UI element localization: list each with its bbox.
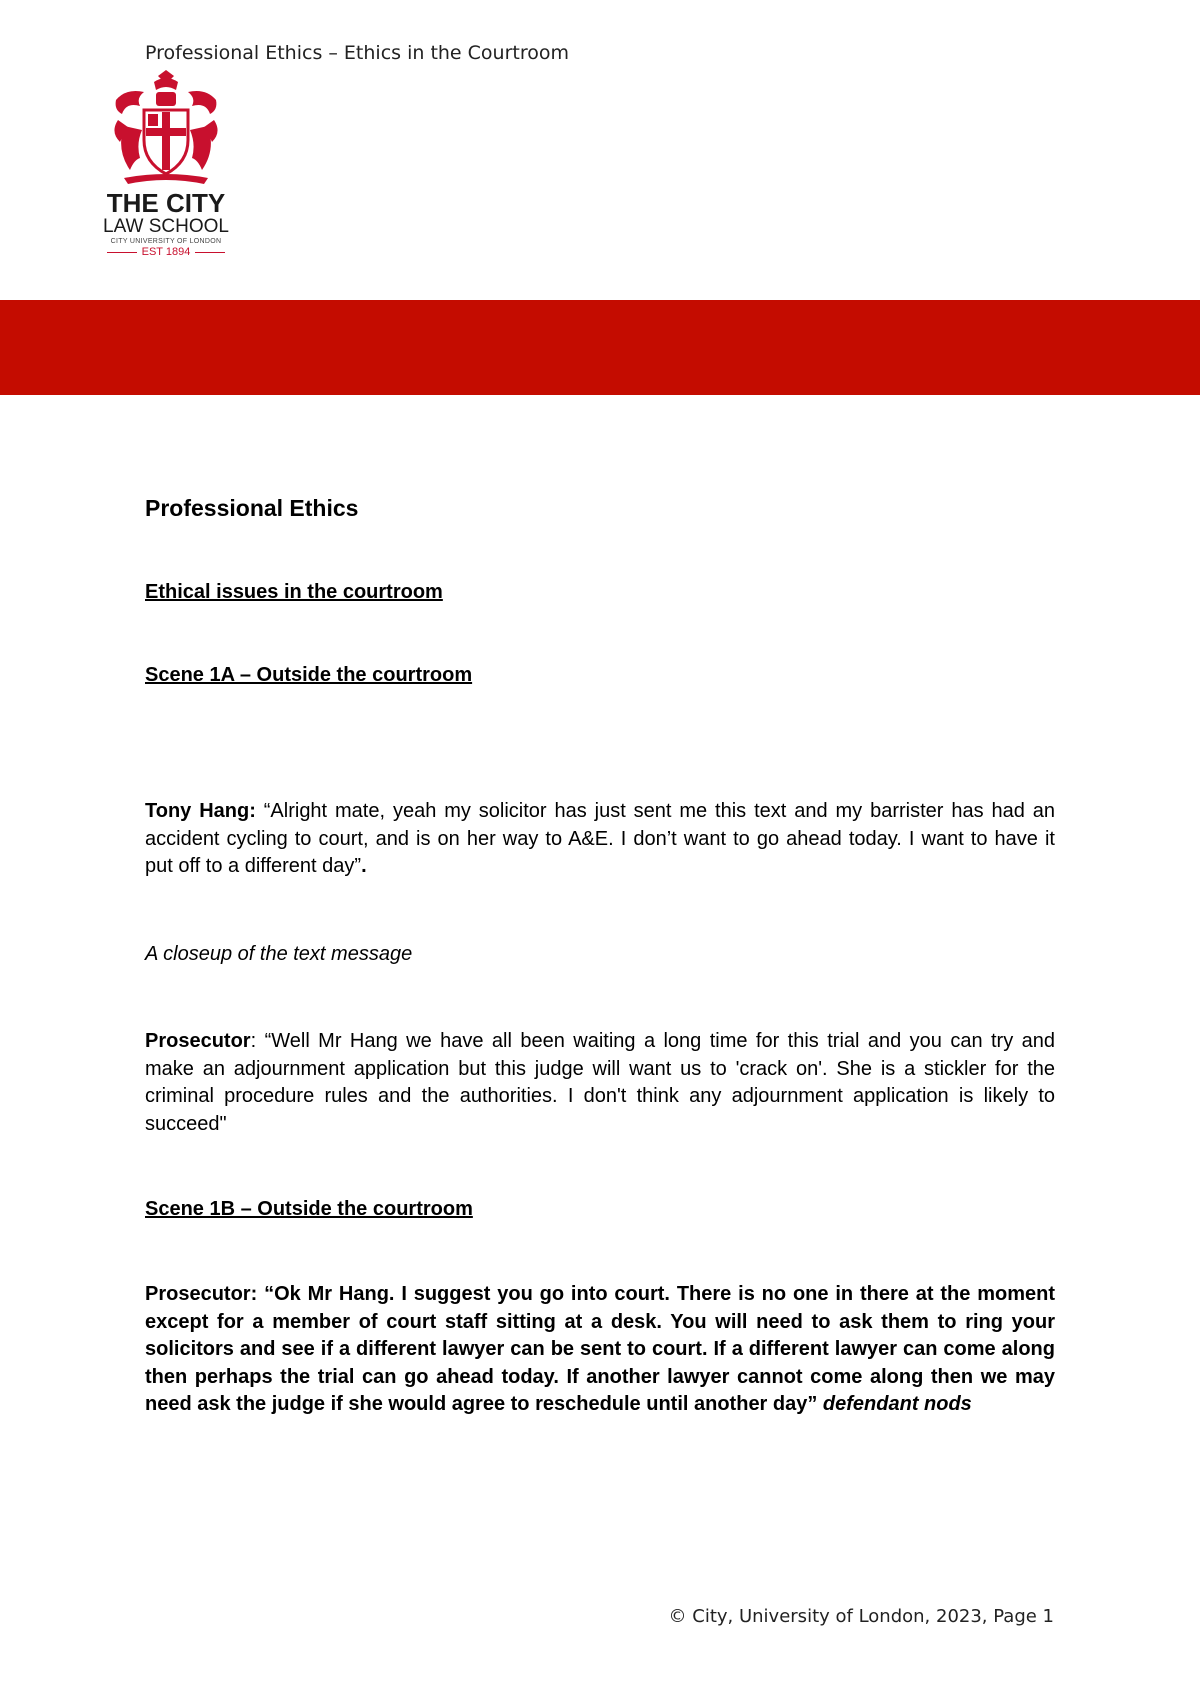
- document-body: [145, 495, 1055, 1419]
- prosecutor-quote-1a: : “Well Mr Hang we have all been waiting a long time for this trial and you can try and make an adjournment application but this judge will want us to 'crack on'. She is a stickler for the criminal procedure rules and the authorities. I don't think any adjournment application is likely to succeed": [145, 1030, 1055, 1135]
- city-law-school-logo: [96, 70, 236, 260]
- logo-subtitle: LAW SCHOOL: [103, 216, 229, 237]
- stage-direction-nods: defendant nods: [822, 1393, 972, 1415]
- tony-speaker: Tony Hang:: [145, 800, 264, 822]
- tony-end: .: [361, 855, 367, 877]
- logo-name: THE CITY: [106, 188, 226, 218]
- prosecutor-speaker: Prosecutor: [145, 1030, 251, 1052]
- prosecutor-paragraph-1a: [145, 1028, 1055, 1138]
- tony-quote: “Alright mate, yeah my solicitor has just sent me this text and my barrister has had an accident cycling to court, and is on her way to A&E. I don’t want to go ahead today. I want to have it put off to a different day”: [145, 800, 1056, 877]
- logo-established: [96, 246, 236, 258]
- tony-hang-paragraph: [145, 798, 1055, 881]
- page-footer: © City, University of London, 2023, Page 1: [668, 1606, 1054, 1627]
- prosecutor-paragraph-1b: [145, 1281, 1055, 1419]
- red-header-band: [0, 300, 1200, 395]
- stage-direction-closeup: A closeup of the text message: [145, 942, 413, 965]
- running-header: Professional Ethics – Ethics in the Courtroom: [145, 42, 570, 64]
- coat-of-arms-icon: [96, 70, 236, 190]
- section-heading: Ethical issues in the courtroom: [145, 581, 443, 603]
- logo-university: CITY UNIVERSITY OF LONDON: [110, 238, 222, 245]
- scene-1a-heading: Scene 1A – Outside the courtroom: [145, 664, 473, 686]
- prosecutor-quote-1b: Prosecutor: “Ok Mr Hang. I suggest you go into court. There is no one in there at the moment except for a member of court staff sitting at a desk. You will need to ask them to ring your solicitors and see if a different lawyer can be sent to court. If a different lawyer can come along then perhaps the trial can go ahead today. If another lawyer cannot come along then we may need ask the judge if she would agree to reschedule until another day”: [145, 1283, 1055, 1415]
- logo-est-text: EST 1894: [141, 246, 191, 258]
- scene-1b-heading: Scene 1B – Outside the courtroom: [145, 1198, 473, 1220]
- document-title: Professional Ethics: [145, 495, 359, 521]
